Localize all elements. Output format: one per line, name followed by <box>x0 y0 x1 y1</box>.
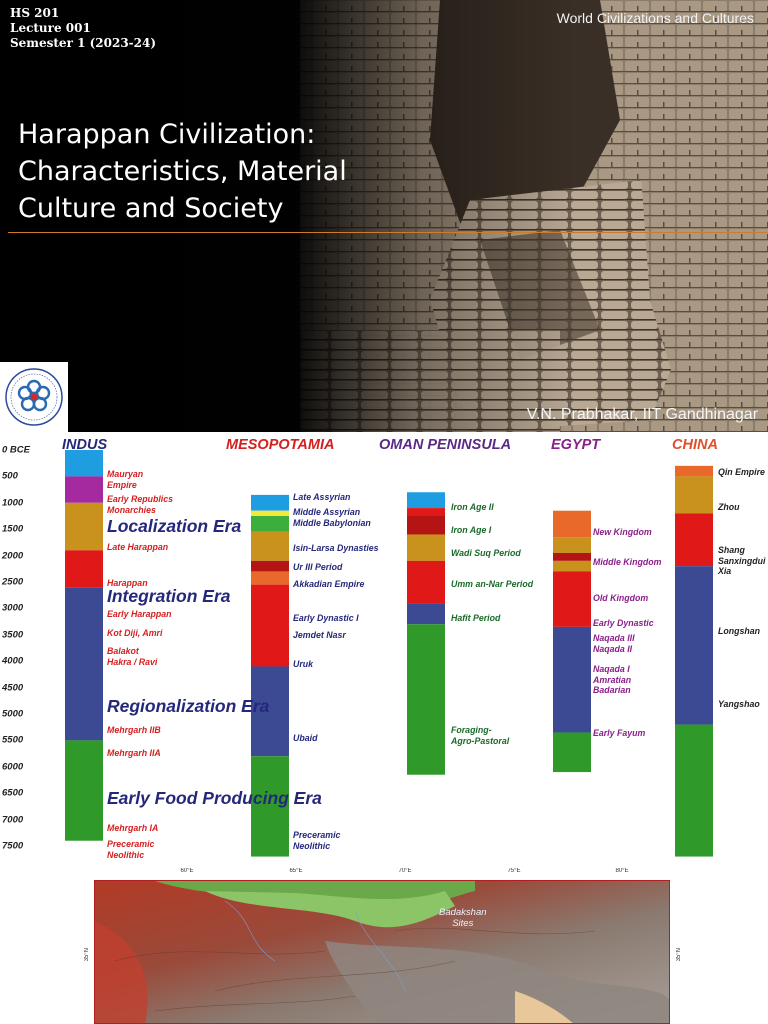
latitude-tick-left: 35°N <box>84 948 90 962</box>
period-label: Early Harappan <box>107 609 172 619</box>
region-map <box>0 868 768 1024</box>
period-label: Late Assyrian <box>293 492 351 502</box>
period-bar <box>675 566 713 724</box>
period-bar <box>407 561 445 603</box>
year-tick: 7000 <box>2 814 24 826</box>
period-bar <box>251 495 289 511</box>
period-label: Isin-Larsa Dynasties <box>293 543 379 553</box>
year-tick: 5000 <box>2 708 24 720</box>
period-bar <box>65 550 103 587</box>
period-bar <box>251 516 289 532</box>
period-bar <box>675 476 713 513</box>
period-label: Qin Empire <box>718 467 765 477</box>
period-bar <box>407 492 445 508</box>
year-tick: 1500 <box>2 523 24 535</box>
period-label: Shang Sanxingdui Xia <box>718 545 766 576</box>
longitude-tick: 70°E <box>398 868 412 874</box>
period-bar <box>251 561 289 572</box>
period-bar <box>553 571 591 626</box>
period-bar <box>251 571 289 584</box>
period-label: Yangshao <box>718 699 760 709</box>
year-tick: 7500 <box>2 840 24 852</box>
period-bar <box>407 603 445 624</box>
lecture-number: Lecture 001 <box>10 21 91 35</box>
period-label: Umm an-Nar Period <box>451 579 534 589</box>
year-tick: 0 BCE <box>2 444 30 456</box>
year-tick: 6000 <box>2 761 24 773</box>
period-bar <box>65 587 103 740</box>
period-label: Naqada I Amratian Badarian <box>593 664 632 695</box>
chronology-column-china <box>675 466 713 857</box>
period-label: Balakot Hakra / Ravi <box>107 646 158 667</box>
longitude-tick: 80°E <box>615 868 629 874</box>
period-bar <box>251 532 289 561</box>
period-label: Ur III Period <box>293 562 343 572</box>
lecture-title <box>18 116 438 227</box>
year-tick: 2500 <box>2 576 24 588</box>
period-bar <box>553 511 591 537</box>
period-bar <box>553 627 591 733</box>
year-tick: 6500 <box>2 787 24 799</box>
year-tick: 3500 <box>2 629 24 641</box>
period-label: Early Dynastic <box>593 618 654 628</box>
longitude-tick: 60°E <box>180 868 194 874</box>
era-label-early-food: Early Food Producing Era <box>107 788 322 808</box>
period-label: Early Dynastic I <box>293 613 359 623</box>
period-label: Ubaid <box>293 733 318 743</box>
column-header-indus: INDUS <box>62 437 108 453</box>
period-label: Naqada III Naqada II <box>593 633 635 654</box>
longitude-tick: 65°E <box>289 868 303 874</box>
column-header-china: CHINA <box>672 437 718 453</box>
period-label: Harappan <box>107 578 148 588</box>
period-label: Longshan <box>718 626 761 636</box>
author-credit: V.N. Prabhakar, IIT Gandhinagar <box>526 406 758 423</box>
period-label: Mehrgarh IIB <box>107 725 161 735</box>
period-label: Hafit Period <box>451 613 501 623</box>
era-label-localization: Localization Era <box>107 516 242 536</box>
relief-map <box>94 880 670 1024</box>
year-tick: 3000 <box>2 602 24 614</box>
title-line: Characteristics, Material <box>18 156 347 187</box>
year-tick: 5500 <box>2 734 24 746</box>
period-label: Middle Assyrian Middle Babylonian <box>293 507 371 528</box>
year-tick: 2000 <box>2 550 24 562</box>
period-bar <box>675 466 713 477</box>
period-label: Early Fayum <box>593 728 646 738</box>
period-bar <box>675 513 713 566</box>
terrain-relief <box>95 881 670 1024</box>
chronology-chart <box>0 432 768 868</box>
period-bar <box>553 561 591 572</box>
series-title: World Civilizations and Cultures <box>556 10 754 26</box>
period-bar <box>65 740 103 840</box>
period-label: Middle Kingdom <box>593 557 662 567</box>
period-label: Foraging- Agro-Pastoral <box>451 725 510 746</box>
period-bar <box>675 725 713 857</box>
period-bar <box>407 508 445 516</box>
chronology-column-oman-peninsula <box>407 492 445 774</box>
period-label: Iron Age I <box>451 525 492 535</box>
period-label: Preceramic Neolithic <box>293 830 341 851</box>
period-label: Jemdet Nasr <box>293 630 346 640</box>
institute-logo <box>0 362 68 432</box>
period-label: Zhou <box>718 502 740 512</box>
title-line: Harappan Civilization: <box>18 119 316 150</box>
title-divider <box>8 232 768 233</box>
chronology-column-egypt <box>553 511 591 772</box>
column-header-oman: OMAN PENINSULA <box>379 437 512 453</box>
period-bar <box>65 450 103 476</box>
year-tick: 500 <box>2 470 18 482</box>
semester: Semester 1 (2023-24) <box>10 36 157 50</box>
title-slide <box>0 0 768 432</box>
year-tick: 1000 <box>2 497 24 509</box>
chronology-column-indus <box>65 450 103 841</box>
period-label: New Kingdom <box>593 527 652 537</box>
period-bar <box>553 553 591 561</box>
map-site-label: Badakshan Sites <box>439 907 487 929</box>
year-tick: 4000 <box>2 655 24 667</box>
era-label-integration: Integration Era <box>107 586 231 606</box>
period-label: Uruk <box>293 659 314 669</box>
column-header-egypt: EGYPT <box>551 437 601 453</box>
period-label: Iron Age II <box>451 502 494 512</box>
period-bar <box>553 732 591 772</box>
longitude-tick: 75°E <box>507 868 521 874</box>
course-code: HS 201 <box>10 6 60 20</box>
year-tick: 4500 <box>2 682 24 694</box>
period-bar <box>65 503 103 551</box>
period-bar <box>251 585 289 667</box>
course-info <box>10 6 156 51</box>
period-label: Old Kingdom <box>593 593 649 603</box>
period-label: Preceramic Neolithic <box>107 839 155 860</box>
period-bar <box>553 537 591 553</box>
period-label: Wadi Suq Period <box>451 548 521 558</box>
column-header-mesopotamia: MESOPOTAMIA <box>226 437 335 453</box>
period-bar <box>407 516 445 534</box>
period-label: Early Republics Monarchies <box>107 494 174 515</box>
title-line: Culture and Society <box>18 193 284 224</box>
period-label: Late Harappan <box>107 542 169 552</box>
period-bar <box>407 624 445 774</box>
institute-emblem-icon <box>0 362 68 432</box>
period-bar <box>65 476 103 502</box>
period-label: Akkadian Empire <box>293 579 365 589</box>
period-label: Kot Diji, Amri <box>107 628 163 638</box>
period-label: Mehrgarh IA <box>107 823 159 833</box>
period-label: Mehrgarh IIA <box>107 748 161 758</box>
period-label: Mauryan Empire <box>107 469 144 490</box>
period-bar <box>407 534 445 560</box>
latitude-tick-right: 35°N <box>676 948 682 962</box>
period-bar <box>251 511 289 516</box>
era-label-regionalization: Regionalization Era <box>107 696 270 716</box>
